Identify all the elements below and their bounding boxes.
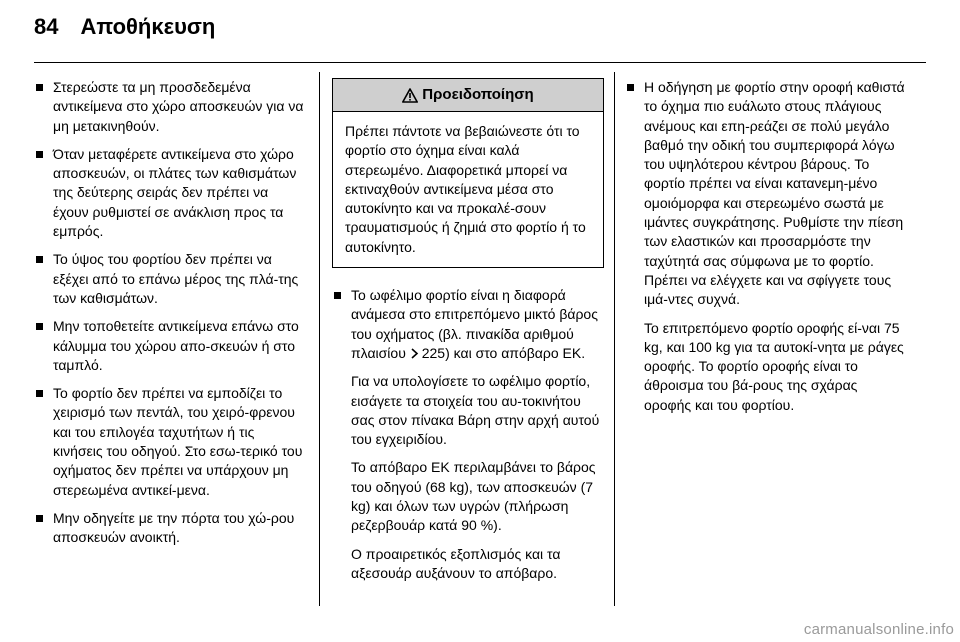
list-item: Όταν μεταφέρετε αντικείμενα στο χώρο αποσκευών, οι πλάτες των καθισμάτων της δεύτερης σειράς δεν πρέπει να έχουν ρυθμιστεί σε ανάκλιση προς τα εμπρός. bbox=[34, 145, 306, 241]
header-rule bbox=[34, 62, 926, 63]
list-item: Μην οδηγείτε με την πόρτα του χώ-ρου αποσκευών ανοικτή. bbox=[34, 509, 306, 548]
warning-triangle-icon bbox=[402, 88, 418, 103]
list-item: Το ωφέλιμο φορτίο είναι η διαφορά ανάμεσα στο επιτρεπόμενο μικτό βάρος του οχήματος (βλ. πινακίδα αριθμού πλαισίου 225) και στο απόβαρο ΕΚ. Για να υπολογίσετε το ωφέλιμο φορτίο, εισάγετε τα στοιχεία του αυ-τοκινήτου σας στον πίνακα Βάρη στην αρχή αυτού του εγχειριδίου. Το απόβαρο ΕΚ περιλαμβάνει το βάρος του οδηγού (68 kg), των αποσκευών (7 kg) και όλων των υγρών (πλήρωση ρεζερβουάρ κατά 90 %). Ο προαιρετικός εξοπλισμός και τα αξεσουάρ αυξάνουν το απόβαρο. bbox=[332, 286, 604, 583]
warning-header bbox=[333, 79, 603, 112]
list-item: Μην τοποθετείτε αντικείμενα επάνω στο κάλυμμα του χώρου απο-σκευών ή στο ταμπλό. bbox=[34, 317, 306, 375]
page-header bbox=[34, 14, 215, 54]
section-title: Αποθήκευση bbox=[80, 14, 216, 39]
column-divider-1 bbox=[319, 72, 320, 606]
list-item: Το φορτίο δεν πρέπει να εμποδίζει το χειρισμό των πεντάλ, του χειρό-φρενου και του επιλογέα ταχυτήτων ή τις κινήσεις του οδηγού. Στο εσω-τερικό του οχήματος δεν πρέπει να υπάρχουν μη στερεωμένα αντικεί-μενα. bbox=[34, 384, 306, 500]
column-3 bbox=[625, 78, 905, 424]
page-number: 84 bbox=[34, 14, 59, 39]
column-2 bbox=[332, 78, 604, 592]
watermark: carmanualsonline.info bbox=[803, 621, 954, 638]
bullet-list bbox=[332, 286, 604, 583]
warning-title: Προειδοποίηση bbox=[422, 86, 534, 104]
page-reference-arrow-icon bbox=[410, 348, 419, 359]
column-1 bbox=[34, 78, 306, 557]
bullet-list bbox=[625, 78, 905, 415]
bullet-list bbox=[34, 78, 306, 548]
column-divider-2 bbox=[614, 72, 615, 606]
warning-body bbox=[333, 112, 603, 267]
list-item: Η οδήγηση με φορτίο στην οροφή καθιστά το όχημα πιο ευάλωτο στους πλάγιους ανέμους και επη-ρεάζει σε πολύ μεγάλο βαθμό την οδική του συμπεριφορά λόγω του υψηλότερου κέντρου βάρους. Το φορτίο πρέπει να είναι κατανεμη-μένο ομοιόμορφα και στερεωμένο σωστά με ιμάντες συγκράτησης. Ρυθμίστε την πίεση των ελαστικών και προσαρμόστε την ταχύτητά σας σύμφωνα με το φορτίο. Πρέπει να ελέγχετε και να σφίγγετε τους ιμά-ντες συχνά. Το επιτρεπόμενο φορτίο οροφής εί-ναι 75 kg, και 100 kg για τα αυτοκί-νητα με ράγες οροφής. Το φορτίο οροφής είναι το άθροισμα του βά-ρους της σχάρας οροφής και του φορτίου. bbox=[625, 78, 905, 415]
warning-box bbox=[332, 78, 604, 268]
warning-text: Πρέπει πάντοτε να βεβαιώνεστε ότι το φορτίο στο όχημα είναι καλά στερεωμένο. Διαφορετικά μπορεί να εκτιναχθούν αντικείμενα μέσα στο αυτοκίνητο και να προκαλέ-σουν τραυματισμούς ή ζημιά στο φορτίο ή το αυτοκίνητο. bbox=[345, 123, 586, 255]
list-item: Στερεώστε τα μη προσδεδεμένα αντικείμενα στο χώρο αποσκευών για να μη μετακινηθούν. bbox=[34, 78, 306, 136]
list-item: Το ύψος του φορτίου δεν πρέπει να εξέχει από το επάνω μέρος της πλά-της των καθισμάτων. bbox=[34, 250, 306, 308]
